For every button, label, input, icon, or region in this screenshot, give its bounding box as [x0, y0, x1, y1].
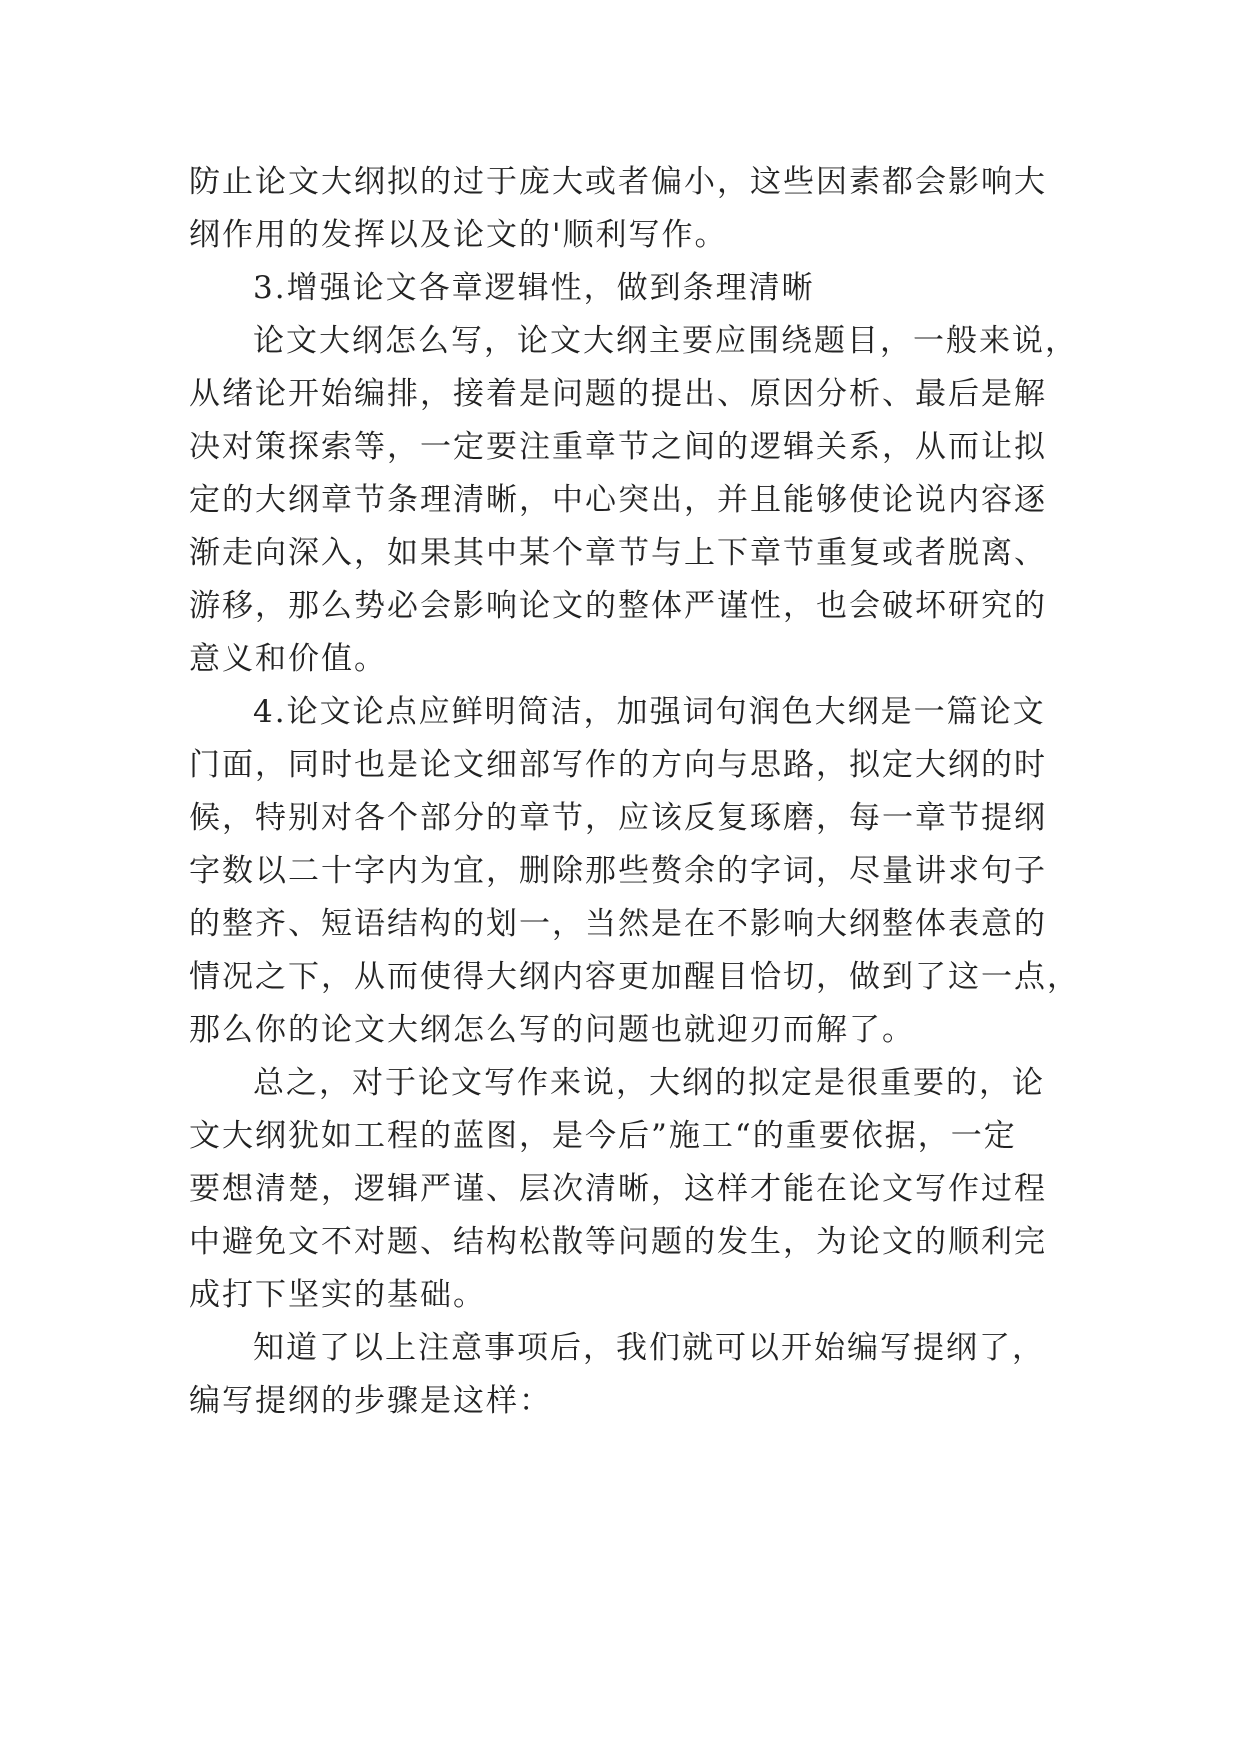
paragraph [189, 315, 1078, 686]
text-line: 编写提纲的步骤是这样： [189, 1383, 552, 1419]
text-line: 意义和价值。 [189, 641, 387, 677]
text-line: 要想清楚，逻辑严谨、层次清晰，这样才能在论文写作过程 [189, 1171, 1047, 1207]
text-line: 的整齐、短语结构的划一，当然是在不影响大纲整体表意的 [189, 906, 1047, 942]
text-line: 论文大纲怎么写，论文大纲主要应围绕题目，一般来说， [253, 323, 1078, 359]
text-line: 渐走向深入，如果其中某个章节与上下章节重复或者脱离、 [189, 535, 1047, 571]
text-line: 防止论文大纲拟的过于庞大或者偏小，这些因素都会影响大 [189, 164, 1047, 200]
text-line: 定的大纲章节条理清晰，中心突出，并且能够使论说内容逐 [189, 482, 1047, 518]
text-line: 4.论文论点应鲜明简洁，加强词句润色大纲是一篇论文 [253, 694, 1046, 730]
text-line: 情况之下，从而使得大纲内容更加醒目恰切，做到了这一点， [189, 959, 1080, 995]
text-line: 决对策探索等，一定要注重章节之间的逻辑关系，从而让拟 [189, 429, 1047, 465]
text-line: 成打下坚实的基础。 [189, 1277, 486, 1313]
paragraph [189, 1057, 1059, 1322]
section-heading [189, 262, 1059, 315]
text-line: 从绪论开始编排，接着是问题的提出、原因分析、最后是解 [189, 376, 1047, 412]
text-line: 中避免文不对题、结构松散等问题的发生，为论文的顺利完 [189, 1224, 1047, 1260]
text-line: 总之，对于论文写作来说，大纲的拟定是很重要的，论 [253, 1065, 1045, 1101]
text-line: 字数以二十字内为宜，删除那些赘余的字词，尽量讲求句子 [189, 853, 1047, 889]
text-line: 那么你的论文大纲怎么写的问题也就迎刃而解了。 [189, 1012, 915, 1048]
paragraph [189, 156, 1059, 262]
text-line: 纲作用的发挥以及论文的'顺利写作。 [189, 217, 728, 253]
text-line: 知道了以上注意事项后，我们就可以开始编写提纲了， [253, 1330, 1045, 1366]
text-line: 文大纲犹如工程的蓝图，是今后”施工“的重要依据，一定 [189, 1118, 1017, 1154]
document-body [189, 156, 1080, 1428]
paragraph [189, 686, 1080, 1057]
heading-line: 3.增强论文各章逻辑性，做到条理清晰 [253, 270, 815, 306]
text-line: 游移，那么势必会影响论文的整体严谨性，也会破坏研究的 [189, 588, 1047, 624]
text-line: 门面，同时也是论文细部写作的方向与思路，拟定大纲的时 [189, 747, 1047, 783]
paragraph [189, 1322, 1059, 1428]
text-line: 候，特别对各个部分的章节，应该反复琢磨，每一章节提纲 [189, 800, 1047, 836]
